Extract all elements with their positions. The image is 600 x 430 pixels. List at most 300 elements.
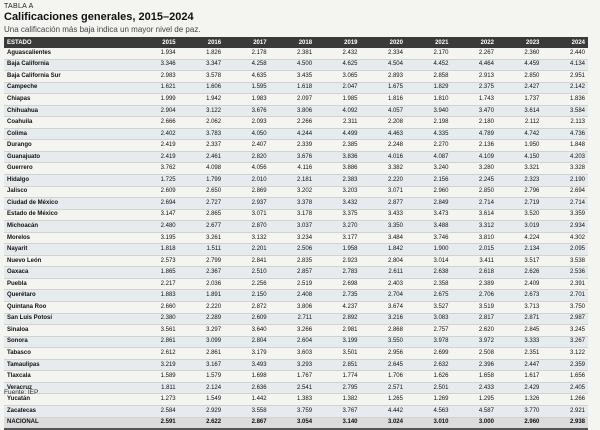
score-cell: 2.636	[224, 382, 269, 394]
score-cell: 1.273	[133, 394, 178, 406]
score-cell: 4.635	[224, 71, 269, 83]
score-cell: 4.109	[451, 151, 496, 163]
score-cell: 3.470	[451, 105, 496, 117]
score-cell: 3.132	[224, 232, 269, 244]
score-cell: 3.759	[270, 405, 315, 417]
score-cell: 2.407	[224, 140, 269, 152]
score-cell: 1.826	[179, 48, 224, 59]
score-cell: 2.934	[542, 221, 588, 233]
state-name-cell: Colima	[4, 128, 133, 140]
state-name-cell: Coahuila	[4, 117, 133, 129]
score-cell: 1.818	[133, 244, 178, 256]
score-cell: 1.295	[451, 394, 496, 406]
score-cell: 1.626	[406, 371, 451, 383]
score-cell: 2.389	[451, 278, 496, 290]
score-cell: 1.656	[542, 371, 588, 383]
score-cell: 2.817	[451, 313, 496, 325]
score-cell: 2.701	[542, 290, 588, 302]
table-row	[4, 128, 588, 140]
score-cell: 1.511	[179, 244, 224, 256]
table-row	[4, 151, 588, 163]
score-cell: 3.328	[542, 163, 588, 175]
score-cell: 2.857	[270, 267, 315, 279]
score-cell: 3.199	[315, 336, 360, 348]
score-cell: 2.381	[270, 48, 315, 59]
score-cell: 2.256	[224, 278, 269, 290]
score-cell: 4.499	[315, 128, 360, 140]
score-cell: 3.297	[179, 325, 224, 337]
table-row	[4, 232, 588, 244]
score-cell: 2.432	[315, 48, 360, 59]
score-cell: 1.698	[224, 371, 269, 383]
score-cell: 3.603	[270, 348, 315, 360]
score-cell: 2.861	[133, 336, 178, 348]
table-row	[4, 371, 588, 383]
national-label-cell: NACIONAL	[4, 417, 133, 429]
state-name-cell: Guerrero	[4, 163, 133, 175]
score-cell: 2.872	[224, 302, 269, 314]
score-cell: 3.411	[451, 255, 496, 267]
score-cell: 4.098	[179, 163, 224, 175]
score-cell: 3.270	[315, 221, 360, 233]
table-row	[4, 255, 588, 267]
score-cell: 1.675	[361, 82, 406, 94]
state-name-cell: Estado de México	[4, 209, 133, 221]
score-cell: 3.099	[179, 336, 224, 348]
table-header-row	[4, 37, 588, 48]
score-cell: 2.870	[224, 221, 269, 233]
score-cell: 2.181	[270, 175, 315, 187]
score-cell: 3.435	[270, 71, 315, 83]
state-name-cell: Baja California	[4, 59, 133, 71]
score-cell: 2.047	[315, 82, 360, 94]
score-cell: 1.618	[270, 82, 315, 94]
score-cell: 2.480	[133, 221, 178, 233]
state-name-cell: Nuevo León	[4, 255, 133, 267]
score-cell: 3.806	[270, 105, 315, 117]
score-cell: 2.136	[451, 140, 496, 152]
score-cell: 3.538	[542, 255, 588, 267]
score-cell: 2.904	[133, 105, 178, 117]
score-cell: 1.842	[361, 244, 406, 256]
score-cell: 2.858	[406, 71, 451, 83]
table-row	[4, 313, 588, 325]
score-cell: 1.848	[542, 140, 588, 152]
table-row	[4, 117, 588, 129]
column-header-year: 2020	[361, 37, 406, 48]
state-name-cell: Hidalgo	[4, 175, 133, 187]
score-cell: 2.383	[315, 175, 360, 187]
score-cell: 2.112	[497, 117, 542, 129]
score-cell: 3.614	[451, 209, 496, 221]
score-cell: 4.092	[315, 105, 360, 117]
score-cell: 2.893	[361, 71, 406, 83]
score-cell: 2.632	[406, 359, 451, 371]
score-cell: 1.950	[497, 140, 542, 152]
score-cell: 2.571	[361, 382, 406, 394]
score-cell: 4.459	[497, 59, 542, 71]
score-cell: 2.010	[224, 175, 269, 187]
score-cell: 2.036	[179, 278, 224, 290]
table-row	[4, 186, 588, 198]
score-cell: 3.071	[224, 209, 269, 221]
score-cell: 3.240	[406, 163, 451, 175]
state-name-cell: Chiapas	[4, 94, 133, 106]
score-cell: 3.280	[451, 163, 496, 175]
score-cell: 4.500	[270, 59, 315, 71]
table-row	[4, 221, 588, 233]
score-cell: 1.383	[270, 394, 315, 406]
score-cell: 2.419	[133, 151, 178, 163]
national-row	[4, 417, 588, 429]
score-cell: 1.799	[179, 175, 224, 187]
state-name-cell: Baja California Sur	[4, 71, 133, 83]
table-row	[4, 267, 588, 279]
score-cell: 2.360	[497, 48, 542, 59]
state-name-cell: Tlaxcala	[4, 371, 133, 383]
state-name-cell: Yucatán	[4, 394, 133, 406]
score-cell: 3.558	[224, 405, 269, 417]
column-header-year: 2018	[270, 37, 315, 48]
score-cell: 4.463	[361, 128, 406, 140]
column-header-year: 2024	[542, 37, 588, 48]
score-cell: 4.504	[361, 59, 406, 71]
score-cell: 3.071	[361, 186, 406, 198]
score-cell: 3.122	[542, 348, 588, 360]
score-cell: 2.677	[179, 221, 224, 233]
score-cell: 1.836	[542, 94, 588, 106]
score-cell: 2.983	[133, 71, 178, 83]
score-cell: 3.219	[133, 359, 178, 371]
score-cell: 2.604	[270, 336, 315, 348]
score-cell: 2.391	[542, 278, 588, 290]
score-cell: 2.835	[270, 255, 315, 267]
column-header-year: 2023	[497, 37, 542, 48]
score-cell: 3.122	[179, 105, 224, 117]
state-name-cell: Oaxaca	[4, 267, 133, 279]
score-cell: 2.367	[179, 267, 224, 279]
score-cell: 1.382	[315, 394, 360, 406]
score-cell: 3.473	[406, 209, 451, 221]
score-cell: 1.983	[224, 94, 269, 106]
score-cell: 2.095	[542, 244, 588, 256]
score-cell: 3.527	[406, 302, 451, 314]
table-row	[4, 244, 588, 256]
score-cell: 2.757	[406, 325, 451, 337]
national-score-cell: 2.938	[542, 417, 588, 429]
score-cell: 3.266	[270, 325, 315, 337]
score-cell: 2.987	[542, 313, 588, 325]
score-cell: 2.409	[497, 278, 542, 290]
score-cell: 3.178	[270, 209, 315, 221]
score-cell: 3.674	[361, 302, 406, 314]
score-cell: 3.179	[224, 348, 269, 360]
state-name-cell: Durango	[4, 140, 133, 152]
score-cell: 2.427	[497, 82, 542, 94]
state-name-cell: Jalisco	[4, 186, 133, 198]
score-cell: 2.877	[361, 198, 406, 210]
score-cell: 2.093	[224, 117, 269, 129]
score-cell: 2.913	[451, 71, 496, 83]
table-row	[4, 348, 588, 360]
table-row	[4, 336, 588, 348]
score-cell: 2.609	[224, 313, 269, 325]
state-name-cell: Veracruz	[4, 382, 133, 394]
score-cell: 2.845	[497, 325, 542, 337]
table-row	[4, 163, 588, 175]
score-cell: 3.245	[542, 325, 588, 337]
table-row	[4, 382, 588, 394]
score-cell: 3.940	[406, 105, 451, 117]
score-cell: 2.960	[406, 186, 451, 198]
score-cell: 3.713	[497, 302, 542, 314]
state-name-cell: Tabasco	[4, 348, 133, 360]
score-cell: 2.270	[406, 140, 451, 152]
score-cell: 3.202	[270, 186, 315, 198]
score-cell: 2.375	[451, 82, 496, 94]
score-cell: 4.237	[315, 302, 360, 314]
score-cell: 3.382	[361, 163, 406, 175]
score-cell: 2.508	[451, 348, 496, 360]
table-row	[4, 94, 588, 106]
state-name-cell: Puebla	[4, 278, 133, 290]
score-cell: 3.978	[406, 336, 451, 348]
score-cell: 3.014	[406, 255, 451, 267]
score-cell: 2.804	[224, 336, 269, 348]
score-cell: 2.447	[497, 359, 542, 371]
score-cell: 2.849	[406, 198, 451, 210]
score-cell: 2.699	[406, 348, 451, 360]
score-cell: 4.056	[224, 163, 269, 175]
table-row	[4, 48, 588, 59]
state-name-cell: Zacatecas	[4, 405, 133, 417]
score-cell: 1.743	[451, 94, 496, 106]
score-cell: 3.810	[451, 232, 496, 244]
state-name-cell: Michoacán	[4, 221, 133, 233]
score-cell: 2.711	[270, 313, 315, 325]
score-cell: 4.464	[451, 59, 496, 71]
score-cell: 2.461	[179, 151, 224, 163]
score-cell: 2.062	[179, 117, 224, 129]
score-cell: 1.606	[179, 82, 224, 94]
score-cell: 2.956	[361, 348, 406, 360]
score-cell: 2.694	[133, 198, 178, 210]
score-cell: 3.216	[361, 313, 406, 325]
score-cell: 3.676	[224, 105, 269, 117]
score-cell: 2.124	[179, 382, 224, 394]
score-cell: 2.248	[361, 140, 406, 152]
score-cell: 1.985	[315, 94, 360, 106]
score-cell: 2.850	[497, 71, 542, 83]
column-header-year: 2019	[315, 37, 360, 48]
national-score-cell: 3.024	[361, 417, 406, 429]
score-cell: 3.177	[315, 232, 360, 244]
score-cell: 2.440	[542, 48, 588, 59]
score-cell: 4.057	[361, 105, 406, 117]
score-cell: 3.378	[270, 198, 315, 210]
score-cell: 2.429	[497, 382, 542, 394]
score-cell: 1.767	[270, 371, 315, 383]
score-cell: 3.836	[315, 151, 360, 163]
score-cell: 1.621	[133, 82, 178, 94]
score-cell: 1.326	[497, 394, 542, 406]
score-cell: 3.432	[315, 198, 360, 210]
score-cell: 2.519	[270, 278, 315, 290]
score-cell: 2.015	[451, 244, 496, 256]
score-cell: 1.265	[361, 394, 406, 406]
score-cell: 2.851	[315, 359, 360, 371]
score-cell: 4.244	[270, 128, 315, 140]
state-name-cell: Tamaulipas	[4, 359, 133, 371]
score-cell: 1.269	[406, 394, 451, 406]
table-row	[4, 290, 588, 302]
source-note: Fuente: IEP	[4, 389, 39, 396]
score-cell: 3.293	[270, 359, 315, 371]
score-cell: 1.266	[542, 394, 588, 406]
national-score-cell: 3.054	[270, 417, 315, 429]
score-cell: 4.789	[451, 128, 496, 140]
score-cell: 1.706	[361, 371, 406, 383]
score-cell: 2.510	[224, 267, 269, 279]
score-cell: 2.113	[542, 117, 588, 129]
score-cell: 3.561	[133, 325, 178, 337]
score-cell: 2.536	[542, 267, 588, 279]
score-cell: 2.841	[224, 255, 269, 267]
score-cell: 2.804	[361, 255, 406, 267]
score-cell: 4.625	[315, 59, 360, 71]
table-row	[4, 71, 588, 83]
score-cell: 2.861	[179, 348, 224, 360]
score-cell: 3.037	[270, 221, 315, 233]
column-header-year: 2017	[224, 37, 269, 48]
score-cell: 3.321	[497, 163, 542, 175]
score-cell: 2.868	[361, 325, 406, 337]
score-cell: 3.433	[361, 209, 406, 221]
score-cell: 2.704	[361, 290, 406, 302]
score-cell: 2.323	[497, 175, 542, 187]
score-cell: 1.725	[133, 175, 178, 187]
score-cell: 2.923	[315, 255, 360, 267]
score-cell: 2.892	[315, 313, 360, 325]
score-cell: 2.650	[179, 186, 224, 198]
score-cell: 3.488	[406, 221, 451, 233]
page-title: Calificaciones generales, 2015–2024	[4, 11, 194, 23]
state-name-cell: Ciudad de México	[4, 198, 133, 210]
score-cell: 4.563	[406, 405, 451, 417]
score-cell: 2.611	[361, 267, 406, 279]
national-score-cell: 3.010	[406, 417, 451, 429]
score-cell: 2.620	[451, 325, 496, 337]
score-cell: 2.584	[133, 405, 178, 417]
score-cell: 2.506	[270, 244, 315, 256]
score-cell: 1.549	[179, 394, 224, 406]
score-cell: 3.375	[315, 209, 360, 221]
score-cell: 2.981	[315, 325, 360, 337]
score-cell: 2.419	[133, 140, 178, 152]
score-cell: 2.178	[224, 48, 269, 59]
score-cell: 1.891	[179, 290, 224, 302]
score-cell: 3.484	[361, 232, 406, 244]
score-cell: 3.333	[497, 336, 542, 348]
score-cell: 2.541	[270, 382, 315, 394]
score-cell: 2.097	[270, 94, 315, 106]
score-cell: 2.714	[451, 198, 496, 210]
score-cell: 2.198	[406, 117, 451, 129]
score-cell: 2.217	[133, 278, 178, 290]
score-cell: 3.083	[406, 313, 451, 325]
table-row	[4, 359, 588, 371]
table-row	[4, 140, 588, 152]
score-cell: 1.595	[224, 82, 269, 94]
score-cell: 3.195	[133, 232, 178, 244]
score-cell: 2.719	[497, 198, 542, 210]
score-cell: 2.385	[315, 140, 360, 152]
state-name-cell: San Luis Potosí	[4, 313, 133, 325]
score-cell: 1.442	[224, 394, 269, 406]
score-cell: 4.742	[497, 128, 542, 140]
score-cell: 1.999	[133, 94, 178, 106]
score-cell: 4.258	[224, 59, 269, 71]
score-cell: 3.584	[542, 105, 588, 117]
score-cell: 3.746	[406, 232, 451, 244]
score-cell: 3.806	[270, 302, 315, 314]
score-cell: 2.714	[542, 198, 588, 210]
page-subtitle: Una calificación más baja indica un mayor nivel de paz.	[4, 25, 201, 34]
score-cell: 3.501	[315, 348, 360, 360]
table-body	[4, 48, 588, 429]
column-header-state: ESTADO	[4, 37, 133, 48]
score-cell: 3.261	[179, 232, 224, 244]
scores-table	[4, 37, 588, 430]
national-score-cell: 3.000	[451, 417, 496, 429]
score-cell: 1.934	[133, 48, 178, 59]
state-name-cell: Quintana Roo	[4, 302, 133, 314]
score-cell: 2.150	[224, 290, 269, 302]
score-cell: 3.019	[497, 221, 542, 233]
score-cell: 2.612	[133, 348, 178, 360]
score-cell: 4.087	[406, 151, 451, 163]
score-cell: 2.645	[361, 359, 406, 371]
score-cell: 1.865	[133, 267, 178, 279]
score-cell: 2.267	[451, 48, 496, 59]
state-name-cell: Campeche	[4, 82, 133, 94]
score-cell: 3.519	[451, 302, 496, 314]
score-cell: 1.589	[133, 371, 178, 383]
score-cell: 2.626	[497, 267, 542, 279]
score-cell: 3.234	[270, 232, 315, 244]
table-row	[4, 105, 588, 117]
score-cell: 3.640	[224, 325, 269, 337]
column-header-year: 2016	[179, 37, 224, 48]
score-cell: 2.311	[315, 117, 360, 129]
score-cell: 4.452	[406, 59, 451, 71]
table-row	[4, 209, 588, 221]
score-cell: 2.266	[270, 117, 315, 129]
score-cell: 4.587	[451, 405, 496, 417]
score-cell: 3.312	[451, 221, 496, 233]
score-cell: 2.799	[179, 255, 224, 267]
score-cell: 1.942	[179, 94, 224, 106]
score-cell: 1.883	[133, 290, 178, 302]
score-cell: 1.810	[406, 94, 451, 106]
score-cell: 2.706	[451, 290, 496, 302]
score-cell: 3.770	[497, 405, 542, 417]
score-cell: 2.666	[133, 117, 178, 129]
score-cell: 1.900	[406, 244, 451, 256]
score-cell: 2.201	[224, 244, 269, 256]
score-cell: 2.134	[497, 244, 542, 256]
table-row	[4, 405, 588, 417]
